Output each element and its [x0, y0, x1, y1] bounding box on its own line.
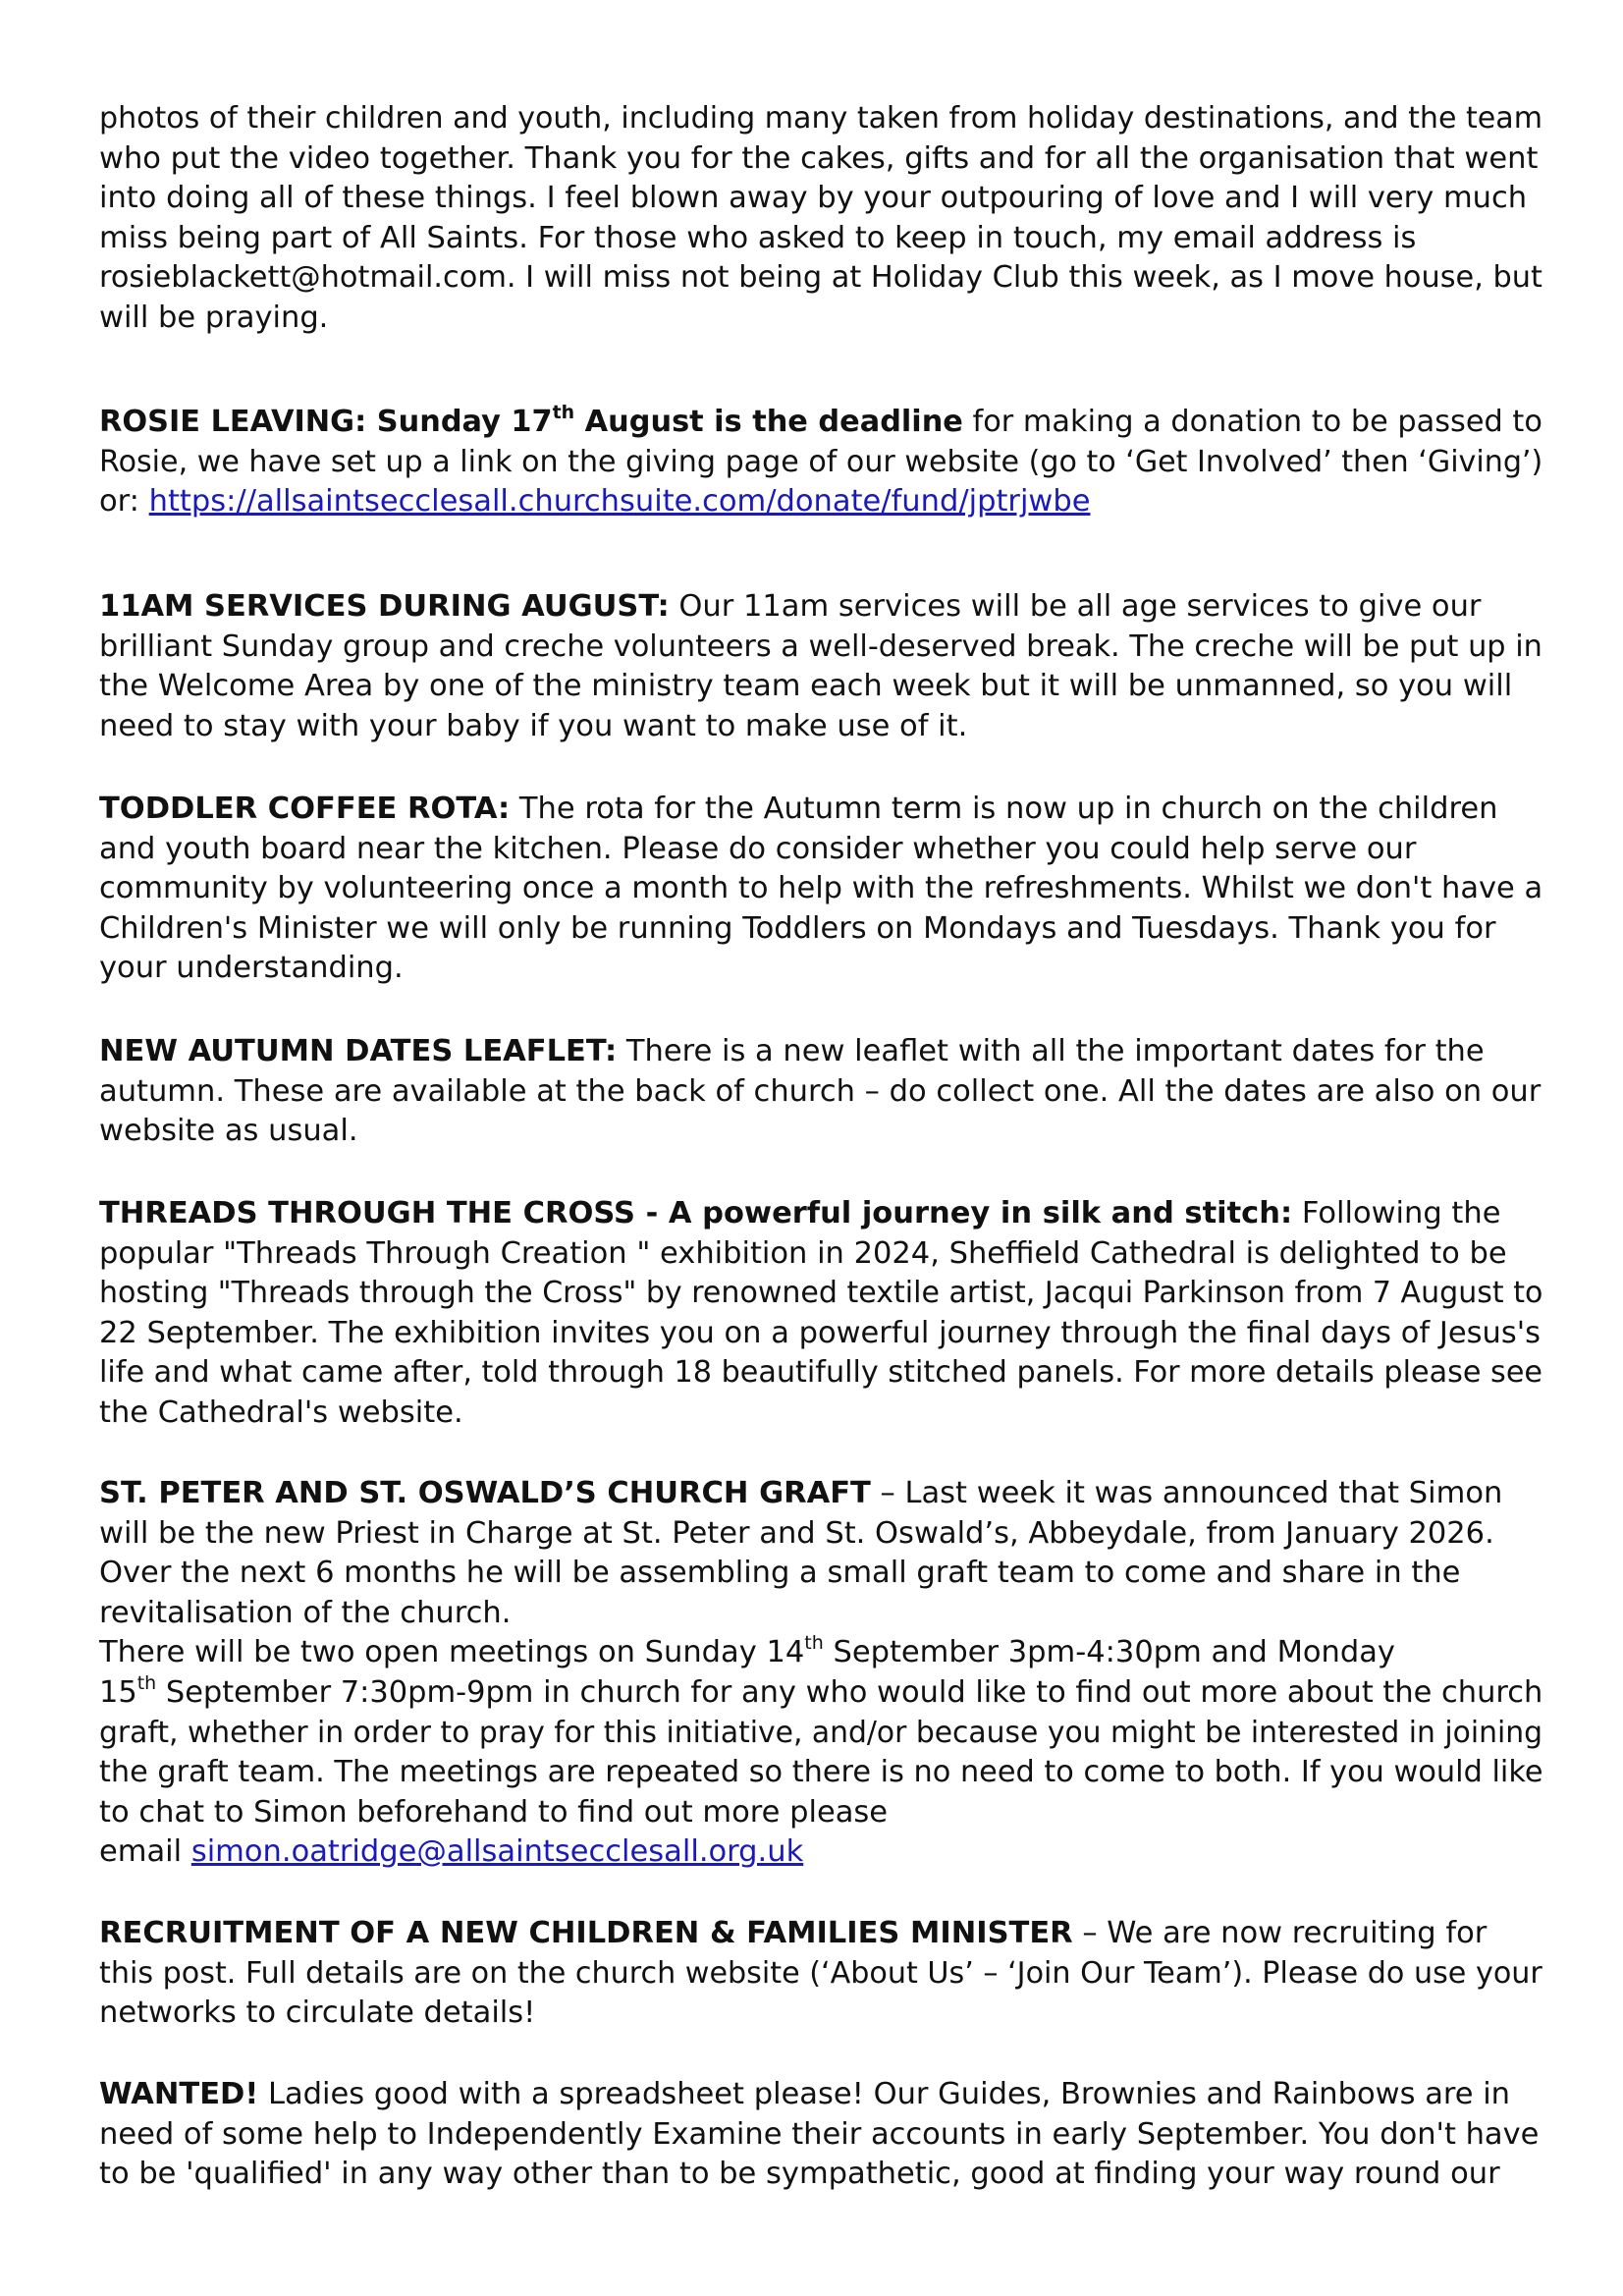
threads-line: 22 September. The exhibition invites you on a powerful journey through the final days of Jesus's: [99, 1315, 1542, 1350]
wanted-line: WANTED! Ladies good with a spreadsheet please! Our Guides, Brownies and Rainbows are in: [99, 2077, 1511, 2111]
leaflet-line: website as usual.: [99, 1114, 358, 1149]
simon-email-link[interactable]: simon.oatridge@allsaintsecclesall.org.uk: [190, 1834, 804, 1870]
wanted-heading: WANTED!: [99, 2077, 259, 2111]
toddler-heading: TODDLER COFFEE ROTA:: [99, 792, 511, 826]
intro-paragraph: [99, 99, 1542, 339]
services-august-notice: [99, 587, 1542, 746]
toddler-line: Children's Minister we will only be running Toddlers on Mondays and Tuesdays. Thank you for: [99, 910, 1496, 946]
recruitment-line: RECRUITMENT OF A NEW CHILDREN & FAMILIES MINISTER – We are now recruiting for: [99, 1916, 1488, 1950]
graft-line: There will be two open meetings on Sunday 14th September 3pm-4:30pm and Monday: [99, 1632, 1395, 1670]
wanted-line: need of some help to Independently Examine their accounts in early September. You don't have: [99, 2116, 1540, 2152]
recruitment-heading: RECRUITMENT OF A NEW CHILDREN & FAMILIES MINISTER: [99, 1916, 1073, 1950]
toddler-line: and youth board near the kitchen. Please do consider whether you could help serve our: [99, 831, 1417, 866]
toddler-line: your understanding.: [99, 951, 404, 986]
toddler-line: TODDLER COFFEE ROTA: The rota for the Autumn term is now up in church on the children: [99, 792, 1498, 826]
graft-line: graft, whether in order to pray for this initiative, and/or because you might be interested in joining: [99, 1715, 1543, 1750]
graft-line: email simon.oatridge@allsaintsecclesall.org.uk: [99, 1834, 804, 1870]
graft-line: Over the next 6 months he will be assembling a small graft team to come and share in the: [99, 1556, 1461, 1591]
threads-line: THREADS THROUGH THE CROSS - A powerful journey in silk and stitch: Following the: [99, 1196, 1501, 1230]
recruitment-notice: [99, 1914, 1542, 2034]
wanted-line: to be 'qualified' in any way other than to be sympathetic, good at finding your way round our: [99, 2157, 1500, 2192]
intro-line: photos of their children and youth, including many taken from holiday destinations, and the team: [99, 101, 1542, 136]
threads-line: life and what came after, told through 18 beautifully stitched panels. For more details please see: [99, 1355, 1543, 1391]
recruitment-line: this post. Full details are on the church website (‘About Us’ – ‘Join Our Team’). Please do use your: [99, 1955, 1542, 1991]
threads-heading: THREADS THROUGH THE CROSS - A powerful journey in silk and stitch:: [99, 1196, 1293, 1230]
rosie-leaving-notice: [99, 403, 1542, 522]
rosie-leaving-line: ROSIE LEAVING: Sunday 17th August is the deadline for making a donation to be passed to: [99, 401, 1542, 439]
graft-line: ST. PETER AND ST. OSWALD’S CHURCH GRAFT – Last week it was announced that Simon: [99, 1476, 1503, 1510]
autumn-leaflet-notice: [99, 1032, 1542, 1152]
threads-line: hosting "Threads through the Cross" by renowned textile artist, Jacqui Parkinson from 7 August to: [99, 1276, 1543, 1311]
intro-line: miss being part of All Saints. For those who asked to keep in touch, my email address is: [99, 220, 1417, 255]
intro-line: will be praying.: [99, 300, 329, 335]
toddler-line: community by volunteering once a month to help with the refreshments. Whilst we don't have a: [99, 871, 1543, 906]
graft-line: revitalisation of the church.: [99, 1595, 512, 1630]
graft-line: the graft team. The meetings are repeated so there is no need to come to both. If you would like: [99, 1755, 1543, 1790]
toddler-rota-notice: [99, 790, 1542, 989]
church-graft-notice: [99, 1474, 1542, 1873]
services-line: 11AM SERVICES DURING AUGUST: Our 11am services will be all age services to give our: [99, 589, 1482, 624]
graft-line: will be the new Priest in Charge at St. Peter and St. Oswald’s, Abbeydale, from January 2026.: [99, 1515, 1494, 1551]
rosie-leaving-line: or: https://allsaintsecclesall.churchsuite.com/donate/fund/jptrjwbe: [99, 484, 1091, 519]
intro-line: who put the video together. Thank you for the cakes, gifts and for all the organisation that went: [99, 140, 1539, 176]
intro-line: into doing all of these things. I feel blown away by your outpouring of love and I will very much: [99, 181, 1528, 216]
graft-line: to chat to Simon beforehand to find out more please: [99, 1794, 889, 1830]
threads-notice: [99, 1194, 1542, 1434]
leaflet-line: NEW AUTUMN DATES LEAFLET: There is a new leaflet with all the important dates for the: [99, 1034, 1485, 1068]
threads-line: popular "Threads Through Creation " exhibition in 2024, Sheffield Cathedral is delighted to be: [99, 1235, 1507, 1271]
services-line: need to stay with your baby if you want to make use of it.: [99, 708, 968, 743]
wanted-notice: [99, 2075, 1542, 2195]
intro-line: rosieblackett@hotmail.com. I will miss not being at Holiday Club this week, as I move house, but: [99, 260, 1542, 296]
rosie-leaving-line: Rosie, we have set up a link on the giving page of our website (go to ‘Get Involved’ then ‘Giving’): [99, 444, 1543, 479]
graft-heading: ST. PETER AND ST. OSWALD’S CHURCH GRAFT: [99, 1476, 871, 1510]
services-line: brilliant Sunday group and creche volunteers a well-deserved break. The creche will be put up in: [99, 629, 1542, 664]
threads-line: the Cathedral's website.: [99, 1394, 463, 1430]
rosie-leaving-heading: ROSIE LEAVING: Sunday 17th August is the deadline: [99, 401, 963, 439]
leaflet-line: autumn. These are available at the back of church – do collect one. All the dates are also on our: [99, 1073, 1542, 1109]
services-heading: 11AM SERVICES DURING AUGUST:: [99, 589, 670, 624]
services-line: the Welcome Area by one of the ministry team each week but it will be unmanned, so you will: [99, 669, 1513, 704]
recruitment-line: networks to circulate details!: [99, 1995, 536, 2031]
graft-line: 15th September 7:30pm-9pm in church for any who would like to find out more about the church: [99, 1671, 1543, 1710]
donate-link[interactable]: https://allsaintsecclesall.churchsuite.com/donate/fund/jptrjwbe: [148, 484, 1091, 519]
leaflet-heading: NEW AUTUMN DATES LEAFLET:: [99, 1034, 618, 1068]
